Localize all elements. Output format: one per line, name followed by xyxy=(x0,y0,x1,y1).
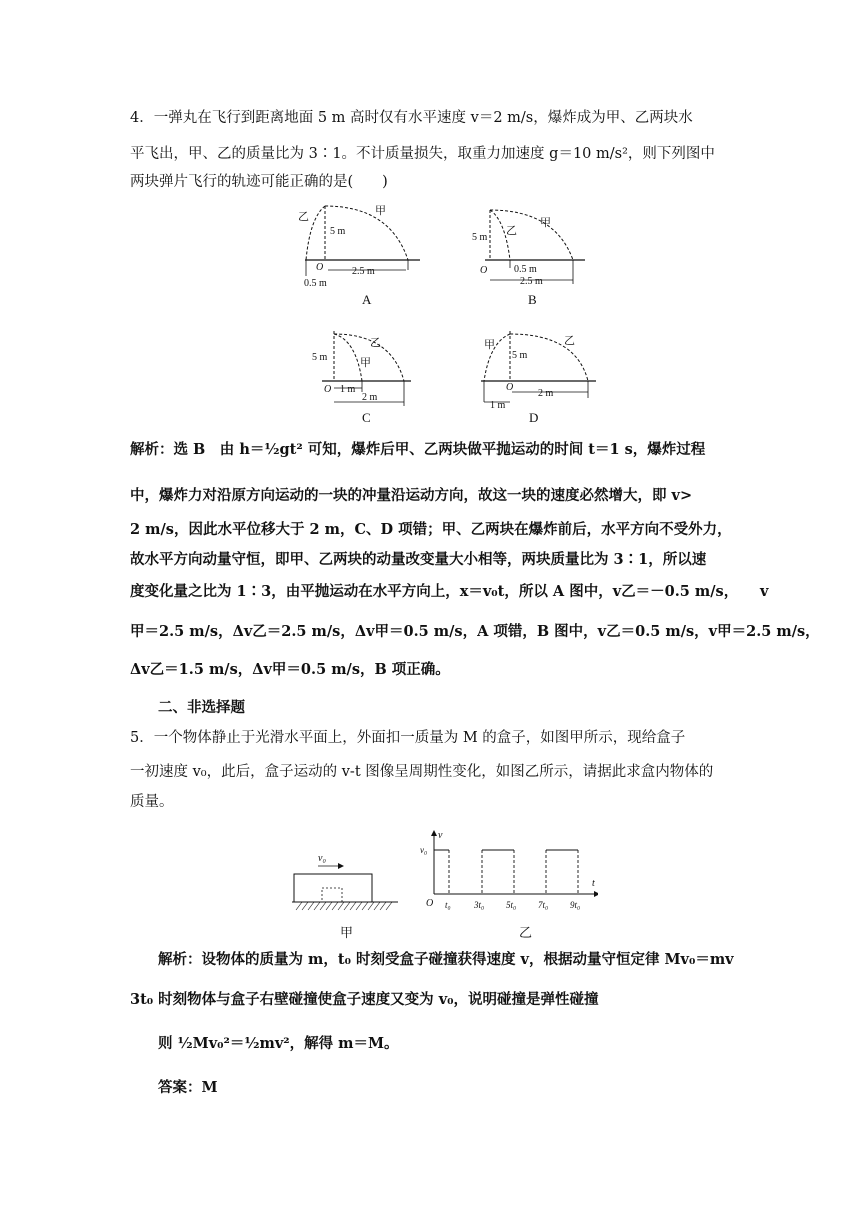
fig-b-caption: B xyxy=(528,292,537,307)
fig-c-yi: 乙 xyxy=(370,337,381,349)
fig5-tick-5: 5t₀ xyxy=(506,900,517,910)
fig5-v0-tick: v₀ xyxy=(420,845,428,855)
sol5-line-3: 则 ½Mv₀²＝½mv²，解得 m＝M。 xyxy=(158,1035,399,1052)
fig-d-origin: O xyxy=(506,382,514,393)
fig-b-yi: 乙 xyxy=(506,225,517,237)
q5-line-1: 5．一个物体静止于光滑水平面上，外面扣一质量为 M 的盒子，如图甲所示，现给盒子 xyxy=(130,730,686,746)
q4-line-3: 两块弹片飞行的轨迹可能正确的是( ) xyxy=(130,174,388,190)
fig-a-d2: 0.5 m xyxy=(304,278,327,289)
sol4-line-1: 解析：选 B 由 h＝½gt² 可知，爆炸后甲、乙两块做平抛运动的时间 t＝1 s，爆炸过程 xyxy=(130,441,706,458)
section-heading: 二、非选择题 xyxy=(158,699,245,716)
fig-d-d2: 1 m xyxy=(490,400,506,411)
fig-a-caption: A xyxy=(362,292,372,307)
q4-line-2: 平飞出，甲、乙的质量比为 3∶1。不计质量损失，取重力加速度 g＝10 m/s²，则下列图中 xyxy=(130,146,715,162)
answer: 答案：M xyxy=(158,1079,218,1096)
q4-line-1: 4．一弹丸在飞行到距离地面 5 m 高时仅有水平速度 v＝2 m/s，爆炸成为甲、乙两块水 xyxy=(130,110,693,126)
fig-a-origin: O xyxy=(316,262,324,273)
figure-box xyxy=(290,846,400,920)
fig-d-jia: 甲 xyxy=(484,339,495,351)
fig5-v0-label: v₀ xyxy=(318,853,326,864)
fig-b-d1: 0.5 m xyxy=(514,264,537,275)
fig-b-h: 5 m xyxy=(472,232,488,243)
fig-d-h: 5 m xyxy=(512,350,528,361)
fig-c-jia: 甲 xyxy=(360,357,371,369)
q5-line-2: 一初速度 v₀，此后，盒子运动的 v-t 图像呈周期性变化，如图乙所示，请据此求盒内物体的 xyxy=(130,764,714,780)
fig-a-yi: 乙 xyxy=(298,211,309,223)
fig5-tick-7: 7t₀ xyxy=(538,900,549,910)
fig-c-origin: O xyxy=(324,384,332,395)
fig-c-h: 5 m xyxy=(312,352,328,363)
fig-b-origin: O xyxy=(480,265,488,276)
fig5-tick-3: 3t₀ xyxy=(474,900,485,910)
fig5-axis-v: v xyxy=(438,830,443,841)
sol5-line-2: 3t₀ 时刻物体与盒子右壁碰撞使盒子速度又变为 v₀，说明碰撞是弹性碰撞 xyxy=(130,991,599,1008)
figure-vt-graph xyxy=(418,828,598,922)
figure-d xyxy=(476,326,606,415)
fig5-tick-1: t₀ xyxy=(445,900,451,910)
fig5-yi-caption: 乙 xyxy=(519,925,533,940)
sol4-line-3: 2 m/s，因此水平位移大于 2 m，C、D 项错；甲、乙两块在爆炸前后，水平方向不受外力， xyxy=(130,521,732,538)
fig-d-yi: 乙 xyxy=(564,335,575,347)
q5-line-3: 质量。 xyxy=(130,794,174,810)
fig-c-caption: C xyxy=(362,410,371,425)
sol4-line-2: 中，爆炸力对沿原方向运动的一块的冲量沿运动方向，故这一块的速度必然增大，即 v> xyxy=(130,487,693,504)
fig-d-d1: 2 m xyxy=(538,388,554,399)
fig5-origin: O xyxy=(426,898,434,909)
figure-c xyxy=(306,326,416,415)
figure-a xyxy=(280,198,430,312)
fig-a-d1: 2.5 m xyxy=(352,266,375,277)
sol4-line-4: 故水平方向动量守恒，即甲、乙两块的动量改变量大小相等，两块质量比为 3∶1，所以速 xyxy=(130,551,707,568)
fig-b-d2: 2.5 m xyxy=(520,276,543,287)
sol4-line-5: 度变化量之比为 1∶3，由平抛运动在水平方向上，x＝v₀t，所以 A 图中，v乙＝－0.5 m/s， v xyxy=(130,583,769,600)
fig5-tick-9: 9t₀ xyxy=(570,900,581,910)
figure-b xyxy=(470,198,600,297)
fig-c-d1: 1 m xyxy=(340,384,356,395)
sol4-line-7: Δv乙＝1.5 m/s，Δv甲＝0.5 m/s，B 项正确。 xyxy=(130,661,450,678)
fig-d-caption: D xyxy=(529,410,539,425)
fig-a-h: 5 m xyxy=(330,226,346,237)
sol5-line-1: 解析：设物体的质量为 m，t₀ 时刻受盒子碰撞获得速度 v，根据动量守恒定律 Mv₀＝mv xyxy=(158,951,734,968)
fig-a-jia: 甲 xyxy=(375,205,386,217)
sol4-line-6: 甲＝2.5 m/s，Δv乙＝2.5 m/s，Δv甲＝0.5 m/s，A 项错，B 图中，v乙＝0.5 m/s，v甲＝2.5 m/s， xyxy=(130,623,820,640)
fig5-jia-caption: 甲 xyxy=(340,925,354,940)
fig-b-jia: 甲 xyxy=(540,217,551,229)
fig-c-d2: 2 m xyxy=(362,392,378,403)
fig5-axis-t: t xyxy=(592,878,595,889)
